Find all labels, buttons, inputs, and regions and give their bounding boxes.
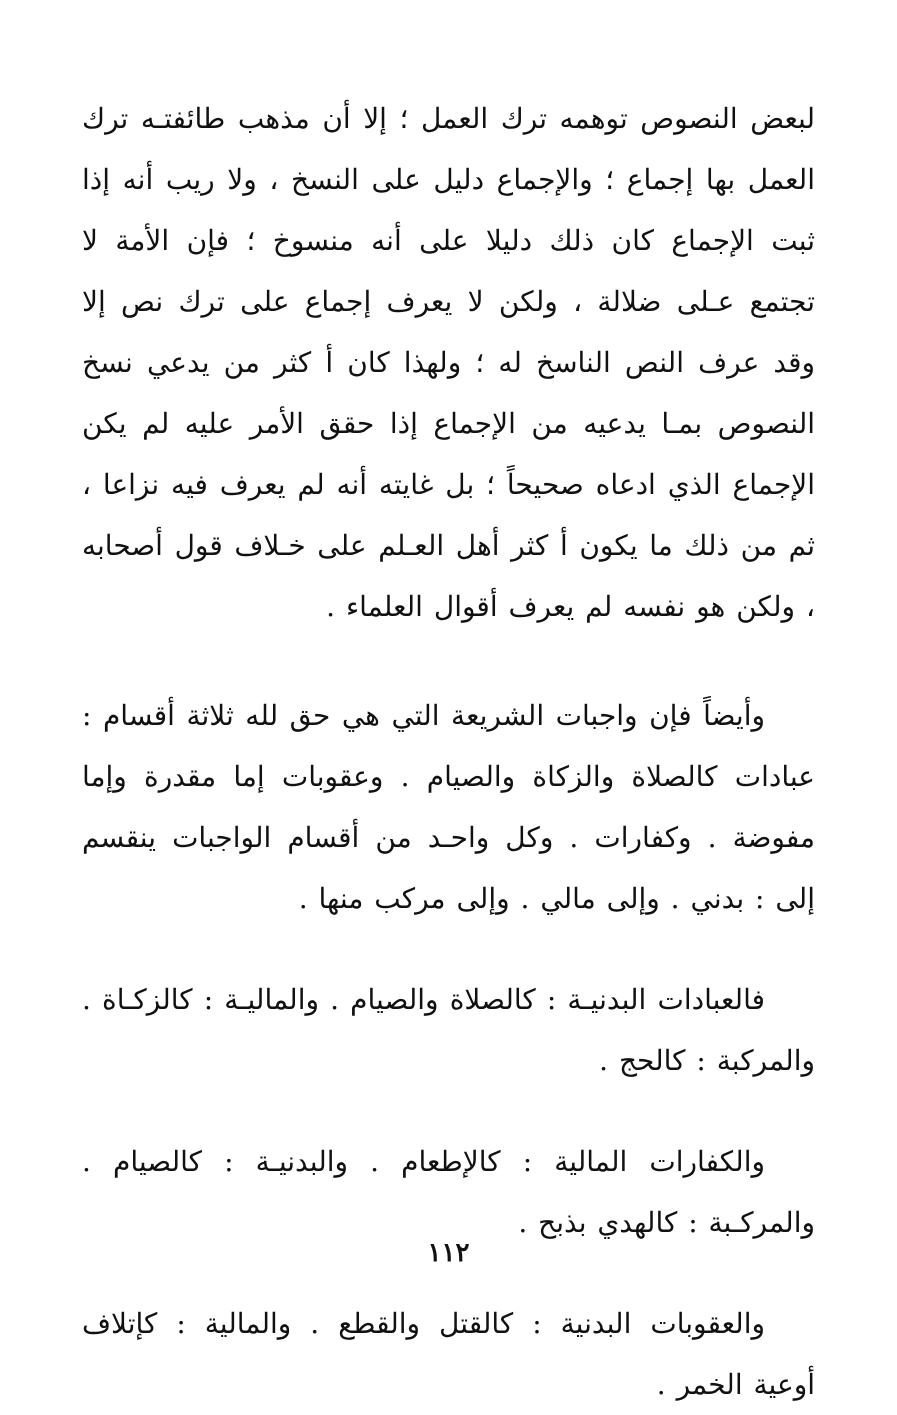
paragraph-4: والكفارات المالية : كالإطعام . والبدنيـة : كالصيام . والمركـبة : كالهدي بذبح . — [82, 1145, 815, 1239]
paragraph-3: فالعبادات البدنيـة : كالصلاة والصيام . والماليـة : كالزكـاة . والمركبة : كالحج . — [82, 983, 815, 1077]
page-number: ١١٢ — [427, 1238, 470, 1268]
paragraph-2: وأيضاً فإن واجبات الشريعة التي هي حق لله ثلاثة أقسام : عبادات كالصلاة والزكاة والصيام . وعقوبات إما مقدرة وإما مفوضة . وكفارات . وكل واحـد من أقسام الواجبات ينقسم إلى : بدني . وإلى مالي . وإلى مركب منها . — [82, 699, 815, 915]
paragraph-1: لبعض النصوص توهمه ترك العمل ؛ إلا أن مذهب طائفتـه ترك العمل بها إجماع ؛ والإجماع دليل على النسخ ، ولا ريب أنه إذا ثبت الإجماع كان ذلك دليلا على أنه منسوخ ؛ فإن الأمة لا تجتمع عـلى ضلالة ، ولكن لا يعرف إجماع على ترك نص إلا وقد عرف النص الناسخ له ؛ ولهذا كان أ كثر من يدعي نسخ النصوص بمـا يدعيه من الإجماع إذا حقق الأمر عليه لم يكن الإجماع الذي ادعاه صحيحاً ؛ بل غايته أنه لم يعرف فيه نزاعا ، ثم من ذلك ما يكون أ كثر أهل العـلم على خـلاف قول أصحابه ، ولكن هو نفسه لم يعرف أقوال العلماء . — [82, 102, 815, 623]
paragraph-5: والعقوبات البدنية : كالقتل والقطع . والمالية : كإتلاف أوعية الخمر . — [82, 1307, 815, 1401]
